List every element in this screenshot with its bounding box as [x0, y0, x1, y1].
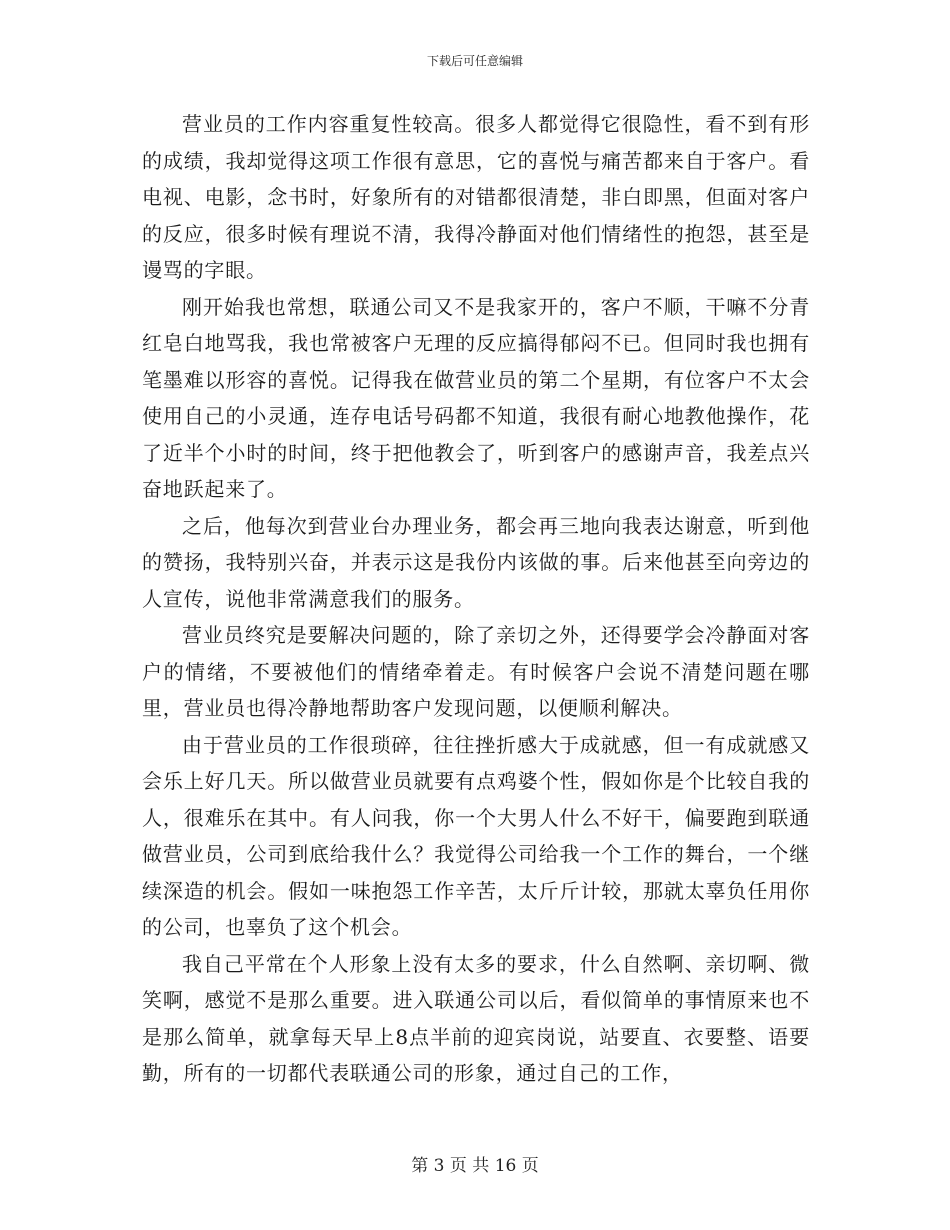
footer-total-pages: 16	[494, 1156, 517, 1176]
page-header: 下载后可任意编辑	[426, 54, 523, 68]
paragraph-3: 之后，他每次到营业台办理业务，都会再三地向我表达谢意，听到他的赞扬，我特别兴奋，并表示这是我份内该做的事。后来他甚至向旁边的人宣传，说他非常满意我们的服务。	[142, 513, 810, 611]
paragraph-1: 营业员的工作内容重复性较高。很多人都觉得它很隐性，看不到有形的成绩，我却觉得这项工作很有意思，它的喜悦与痛苦都来自于客户。看电视、电影，念书时，好象所有的对错都很清楚，非白即黑，但面对客户的反应，很多时候有理说不清，我得冷静面对他们情绪性的抱怨，甚至是谩骂的字眼。	[142, 112, 810, 282]
body-text	[142, 106, 810, 1092]
paragraph-6: 我自己平常在个人形象上没有太多的要求，什么自然啊、亲切啊、微笑啊，感觉不是那么重要。进入联通公司以后，看似简单的事情原来也不是那么简单，就拿每天早上8点半前的迎宾岗说，站要直、衣要整、语要勤，所有的一切都代表联通公司的形象，通过自己的工作，	[142, 951, 810, 1085]
paragraph-4: 营业员终究是要解决问题的，除了亲切之外，还得要学会冷静面对客户的情绪，不要被他们的情绪牵着走。有时候客户会说不清楚问题在哪里，营业员也得冷静地帮助客户发现问题，以便顺利解决。	[142, 623, 810, 720]
paragraph-2: 刚开始我也常想，联通公司又不是我家开的，客户不顺，干嘛不分青红皂白地骂我，我也常被客户无理的反应搞得郁闷不已。但同时我也拥有笔墨难以形容的喜悦。记得我在做营业员的第二个星期，有位客户不太会使用自己的小灵通，连存电话号码都不知道，我很有耐心地教他操作，花了近半个小时的时间，终于把他教会了，听到客户的感谢声音，我差点兴奋地跃起来了。	[142, 294, 810, 501]
footer-prefix: 第	[411, 1156, 429, 1176]
footer-suffix: 页	[521, 1156, 539, 1176]
page-footer	[0, 1155, 950, 1177]
footer-middle: 页 共	[449, 1156, 490, 1176]
paragraph-5: 由于营业员的工作很琐碎，往往挫折感大于成就感，但一有成就感又会乐上好几天。所以做营业员就要有点鸡婆个性，假如你是个比较自我的人，很难乐在其中。有人问我，你一个大男人什么不好干，偏要跑到联通做营业员，公司到底给我什么？我觉得公司给我一个工作的舞台，一个继续深造的机会。假如一味抱怨工作辛苦，太斤斤计较，那就太辜负任用你的公司，也辜负了这个机会。	[142, 732, 810, 939]
footer-current-page: 3	[433, 1156, 445, 1176]
